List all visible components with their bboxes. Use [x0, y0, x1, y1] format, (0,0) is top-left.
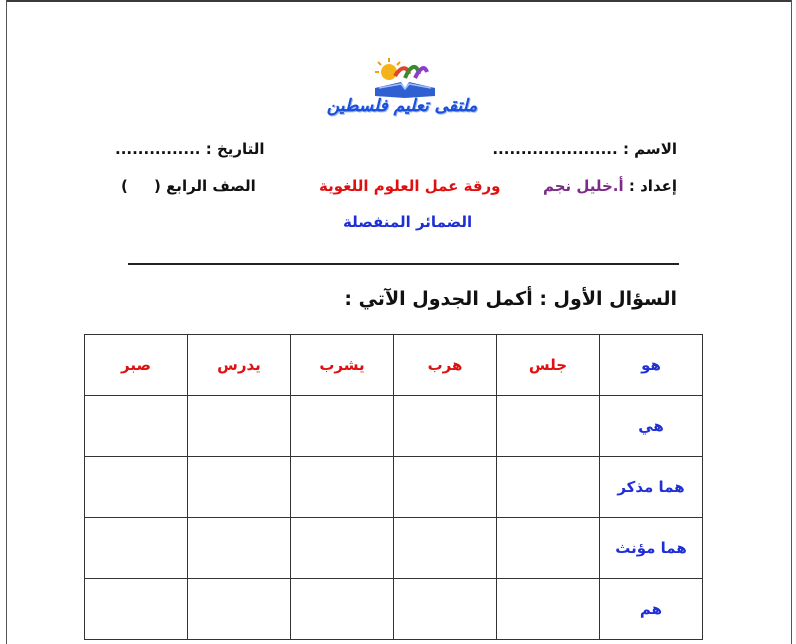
answer-cell[interactable]: [291, 518, 394, 579]
header-cell-verb: جلس: [497, 335, 600, 396]
logo-text: ملتقى تعليم فلسطين: [326, 96, 478, 116]
name-field-line: [492, 140, 677, 158]
grade-line: [121, 177, 256, 195]
header-cell-verb: صبر: [85, 335, 188, 396]
answer-cell[interactable]: [497, 457, 600, 518]
author-prefix: إعداد :: [623, 177, 677, 195]
date-field-line: [115, 140, 265, 158]
answer-cell[interactable]: [188, 396, 291, 457]
date-label: التاريخ :: [205, 140, 265, 158]
grade-label: الصف الرابع: [166, 177, 256, 195]
question-title: السؤال الأول : أكمل الجدول الآتي :: [344, 288, 677, 310]
conjugation-table: [84, 334, 703, 640]
pronoun-cell: هي: [600, 396, 703, 457]
table-row: [85, 579, 703, 640]
answer-cell[interactable]: [394, 579, 497, 640]
answer-cell[interactable]: [85, 396, 188, 457]
answer-cell[interactable]: [188, 518, 291, 579]
answer-cell[interactable]: [85, 457, 188, 518]
answer-cell[interactable]: [188, 457, 291, 518]
answer-cell[interactable]: [291, 396, 394, 457]
table-row: [85, 518, 703, 579]
table-row: [85, 396, 703, 457]
author-line: [543, 177, 677, 195]
answer-cell[interactable]: [291, 457, 394, 518]
name-label: الاسم :: [622, 140, 677, 158]
worksheet-title: ورقة عمل العلوم اللغوية: [319, 177, 501, 195]
answer-cell[interactable]: [291, 579, 394, 640]
answer-cell[interactable]: [85, 579, 188, 640]
pronoun-cell: هما مذكر: [600, 457, 703, 518]
answer-cell[interactable]: [497, 579, 600, 640]
answer-cell[interactable]: [497, 396, 600, 457]
logo: [307, 56, 497, 120]
separator-line: [128, 263, 679, 265]
book-sun-logo-icon: [307, 56, 497, 100]
table-header-row: [85, 335, 703, 396]
answer-cell[interactable]: [188, 579, 291, 640]
answer-cell[interactable]: [394, 457, 497, 518]
table-row: [85, 457, 703, 518]
answer-cell[interactable]: [394, 396, 497, 457]
header-cell-verb: يشرب: [291, 335, 394, 396]
header-cell-pronoun: هو: [600, 335, 703, 396]
date-dots: ...............: [115, 140, 201, 158]
worksheet-page: [6, 0, 792, 644]
grade-bracket: ( ): [121, 177, 161, 195]
answer-cell[interactable]: [497, 518, 600, 579]
header-cell-verb: يدرس: [188, 335, 291, 396]
topic-title: الضمائر المنفصلة: [343, 213, 473, 231]
header-cell-verb: هرب: [394, 335, 497, 396]
author-name: أ.خليل نجم: [542, 177, 624, 195]
answer-cell[interactable]: [85, 518, 188, 579]
pronoun-cell: هم: [600, 579, 703, 640]
top-border: [7, 0, 791, 2]
answer-cell[interactable]: [394, 518, 497, 579]
pronoun-cell: هما مؤنث: [600, 518, 703, 579]
name-dots: ......................: [492, 140, 618, 158]
